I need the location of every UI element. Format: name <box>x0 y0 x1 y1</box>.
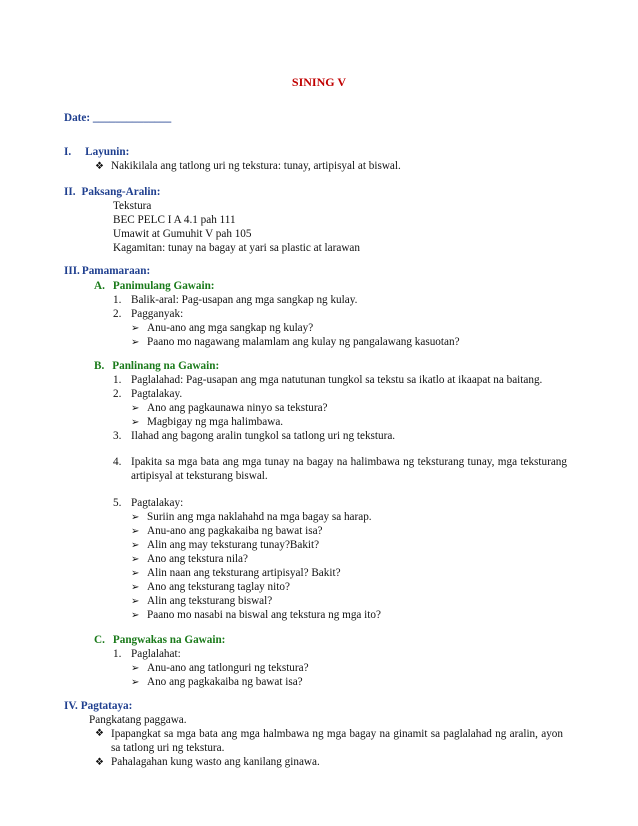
section-1-bullet-text: Nakikilala ang tatlong uri ng tekstura: tunay, artipisyal at biswal. <box>111 160 401 172</box>
section-4-title: Pagtataya: <box>80 700 133 712</box>
arrow-bullet-icon: ➢ <box>131 582 140 593</box>
diamond-bullet-icon: ❖ <box>95 757 104 768</box>
arrow-item <box>131 510 372 525</box>
arrow-bullet-icon: ➢ <box>131 610 140 621</box>
list-item-text: Pagtalakay: <box>131 497 184 509</box>
arrow-bullet-icon: ➢ <box>131 568 140 579</box>
section-2-line: BEC PELC I A 4.1 pah 111 <box>113 214 236 226</box>
list-item <box>113 293 357 307</box>
section-2-heading <box>64 185 160 199</box>
list-item <box>113 387 182 401</box>
arrow-item-text: Ano ang teksturang taglay nito? <box>147 581 290 593</box>
arrow-item <box>131 538 319 553</box>
section-2-number: II. <box>64 186 76 198</box>
arrow-item <box>131 661 309 676</box>
section-1-title: Layunin: <box>85 146 130 158</box>
arrow-bullet-icon: ➢ <box>131 540 140 551</box>
list-item-text: Pagtalakay. <box>131 388 183 400</box>
arrow-item-text: Ano ang tekstura nila? <box>147 553 248 565</box>
date-label: Date: ______________ <box>64 112 172 124</box>
section-4-bullet-text: Pahalagahan kung wasto ang kanilang ginawa. <box>111 756 320 768</box>
subsection-c-heading <box>94 633 225 647</box>
arrow-item <box>131 566 341 581</box>
arrow-item <box>131 675 303 690</box>
section-2-line: Tekstura <box>113 200 152 212</box>
list-item <box>113 455 567 483</box>
list-item-number: 1. <box>113 294 122 306</box>
diamond-bullet-icon: ❖ <box>95 161 104 172</box>
list-item-number: 4. <box>113 456 122 468</box>
arrow-item-text: Alin ang may teksturang tunay?Bakit? <box>147 539 320 551</box>
arrow-bullet-icon: ➢ <box>131 323 140 334</box>
list-item-text: Ipakita sa mga bata ang mga tunay na bagay na halimbawa ng teksturang tunay, mga teksturang artipisyal at teksturang biswal. <box>131 456 567 482</box>
section-4-bullet <box>95 755 320 770</box>
section-4-heading <box>64 699 132 713</box>
list-item-text: Balik-aral: Pag-usapan ang mga sangkap ng kulay. <box>131 294 358 306</box>
list-item-text: Paglalahat: <box>131 648 181 660</box>
list-item-number: 1. <box>113 648 122 660</box>
subsection-a-label: A. <box>94 280 105 292</box>
section-4-intro: Pangkatang paggawa. <box>89 714 187 726</box>
section-1-bullet <box>95 159 401 174</box>
section-1-number: I. <box>64 146 72 158</box>
arrow-item <box>131 524 323 539</box>
section-1-heading <box>64 145 129 159</box>
subsection-b-heading <box>94 359 219 373</box>
arrow-bullet-icon: ➢ <box>131 417 140 428</box>
subsection-a-title: Panimulang Gawain: <box>112 280 215 292</box>
arrow-bullet-icon: ➢ <box>131 403 140 414</box>
arrow-item-text: Anu-ano ang tatlonguri ng tekstura? <box>147 662 309 674</box>
section-4-number: IV. <box>64 700 78 712</box>
arrow-item-text: Anu-ano ang mga sangkap ng kulay? <box>147 322 314 334</box>
section-2-line: Kagamitan: tunay na bagay at yari sa plastic at larawan <box>113 242 360 254</box>
list-item <box>113 307 183 321</box>
list-item-text: Paglalahad: Pag-usapan ang mga natutunan tungkol sa tekstu sa ikatlo at ikaapat na baitang. <box>131 374 543 386</box>
list-item-text: Pagganyak: <box>131 308 184 320</box>
arrow-item <box>131 321 313 336</box>
arrow-item <box>131 401 328 416</box>
arrow-item-text: Paano mo nagawang malamlam ang kulay ng pangalawang kasuotan? <box>147 336 460 348</box>
list-item-number: 3. <box>113 430 122 442</box>
arrow-item <box>131 552 248 567</box>
section-3-number: III. <box>64 265 80 277</box>
arrow-bullet-icon: ➢ <box>131 677 140 688</box>
section-3-title: Pamamaraan: <box>81 265 151 277</box>
arrow-item <box>131 580 290 595</box>
arrow-item <box>131 415 283 430</box>
list-item-text: Ilahad ang bagong aralin tungkol sa tatlong uri ng tekstura. <box>131 430 396 442</box>
arrow-item-text: Anu-ano ang pagkakaiba ng bawat isa? <box>147 525 323 537</box>
section-2-line: Umawit at Gumuhit V pah 105 <box>113 228 252 240</box>
arrow-item-text: Alin ang teksturang biswal? <box>147 595 273 607</box>
diamond-bullet-icon: ❖ <box>95 728 104 739</box>
list-item-number: 1. <box>113 374 122 386</box>
arrow-bullet-icon: ➢ <box>131 526 140 537</box>
section-2-title: Paksang-Aralin: <box>81 186 161 198</box>
arrow-item-text: Alin naan ang teksturang artipisyal? Bakit? <box>147 567 341 579</box>
arrow-bullet-icon: ➢ <box>131 512 140 523</box>
list-item <box>113 373 542 387</box>
subsection-c-title: Pangwakas na Gawain: <box>112 634 226 646</box>
arrow-bullet-icon: ➢ <box>131 596 140 607</box>
list-item-number: 2. <box>113 308 122 320</box>
section-4-bullet <box>95 727 563 755</box>
arrow-bullet-icon: ➢ <box>131 337 140 348</box>
list-item <box>113 496 183 510</box>
arrow-item <box>131 594 272 609</box>
arrow-item-text: Paano mo nasabi na biswal ang tekstura ng mga ito? <box>147 609 381 621</box>
arrow-item-text: Ano ang pagkaunawa ninyo sa tekstura? <box>147 402 328 414</box>
section-4-bullet-text: Ipapangkat sa mga bata ang mga halmbawa ng mga bagay na ginamit sa paglalahad ng aralin, ayon sa tatlong uri ng tekstura. <box>111 728 563 754</box>
subsection-a-heading <box>94 279 215 293</box>
arrow-item-text: Magbigay ng mga halimbawa. <box>147 416 284 428</box>
list-item-number: 2. <box>113 388 122 400</box>
arrow-bullet-icon: ➢ <box>131 554 140 565</box>
section-3-heading <box>64 264 150 278</box>
arrow-item-text: Ano ang pagkakaiba ng bawat isa? <box>147 676 303 688</box>
list-item <box>113 647 181 661</box>
arrow-item <box>131 608 381 623</box>
subsection-b-label: B. <box>94 360 105 372</box>
document-title: SINING V <box>291 75 347 89</box>
list-item-number: 5. <box>113 497 122 509</box>
arrow-bullet-icon: ➢ <box>131 663 140 674</box>
subsection-c-label: C. <box>94 634 105 646</box>
arrow-item-text: Suriin ang mga naklahahd na mga bagay sa harap. <box>147 511 372 523</box>
arrow-item <box>131 335 460 350</box>
subsection-b-title: Panlinang na Gawain: <box>112 360 220 372</box>
list-item <box>113 429 395 443</box>
